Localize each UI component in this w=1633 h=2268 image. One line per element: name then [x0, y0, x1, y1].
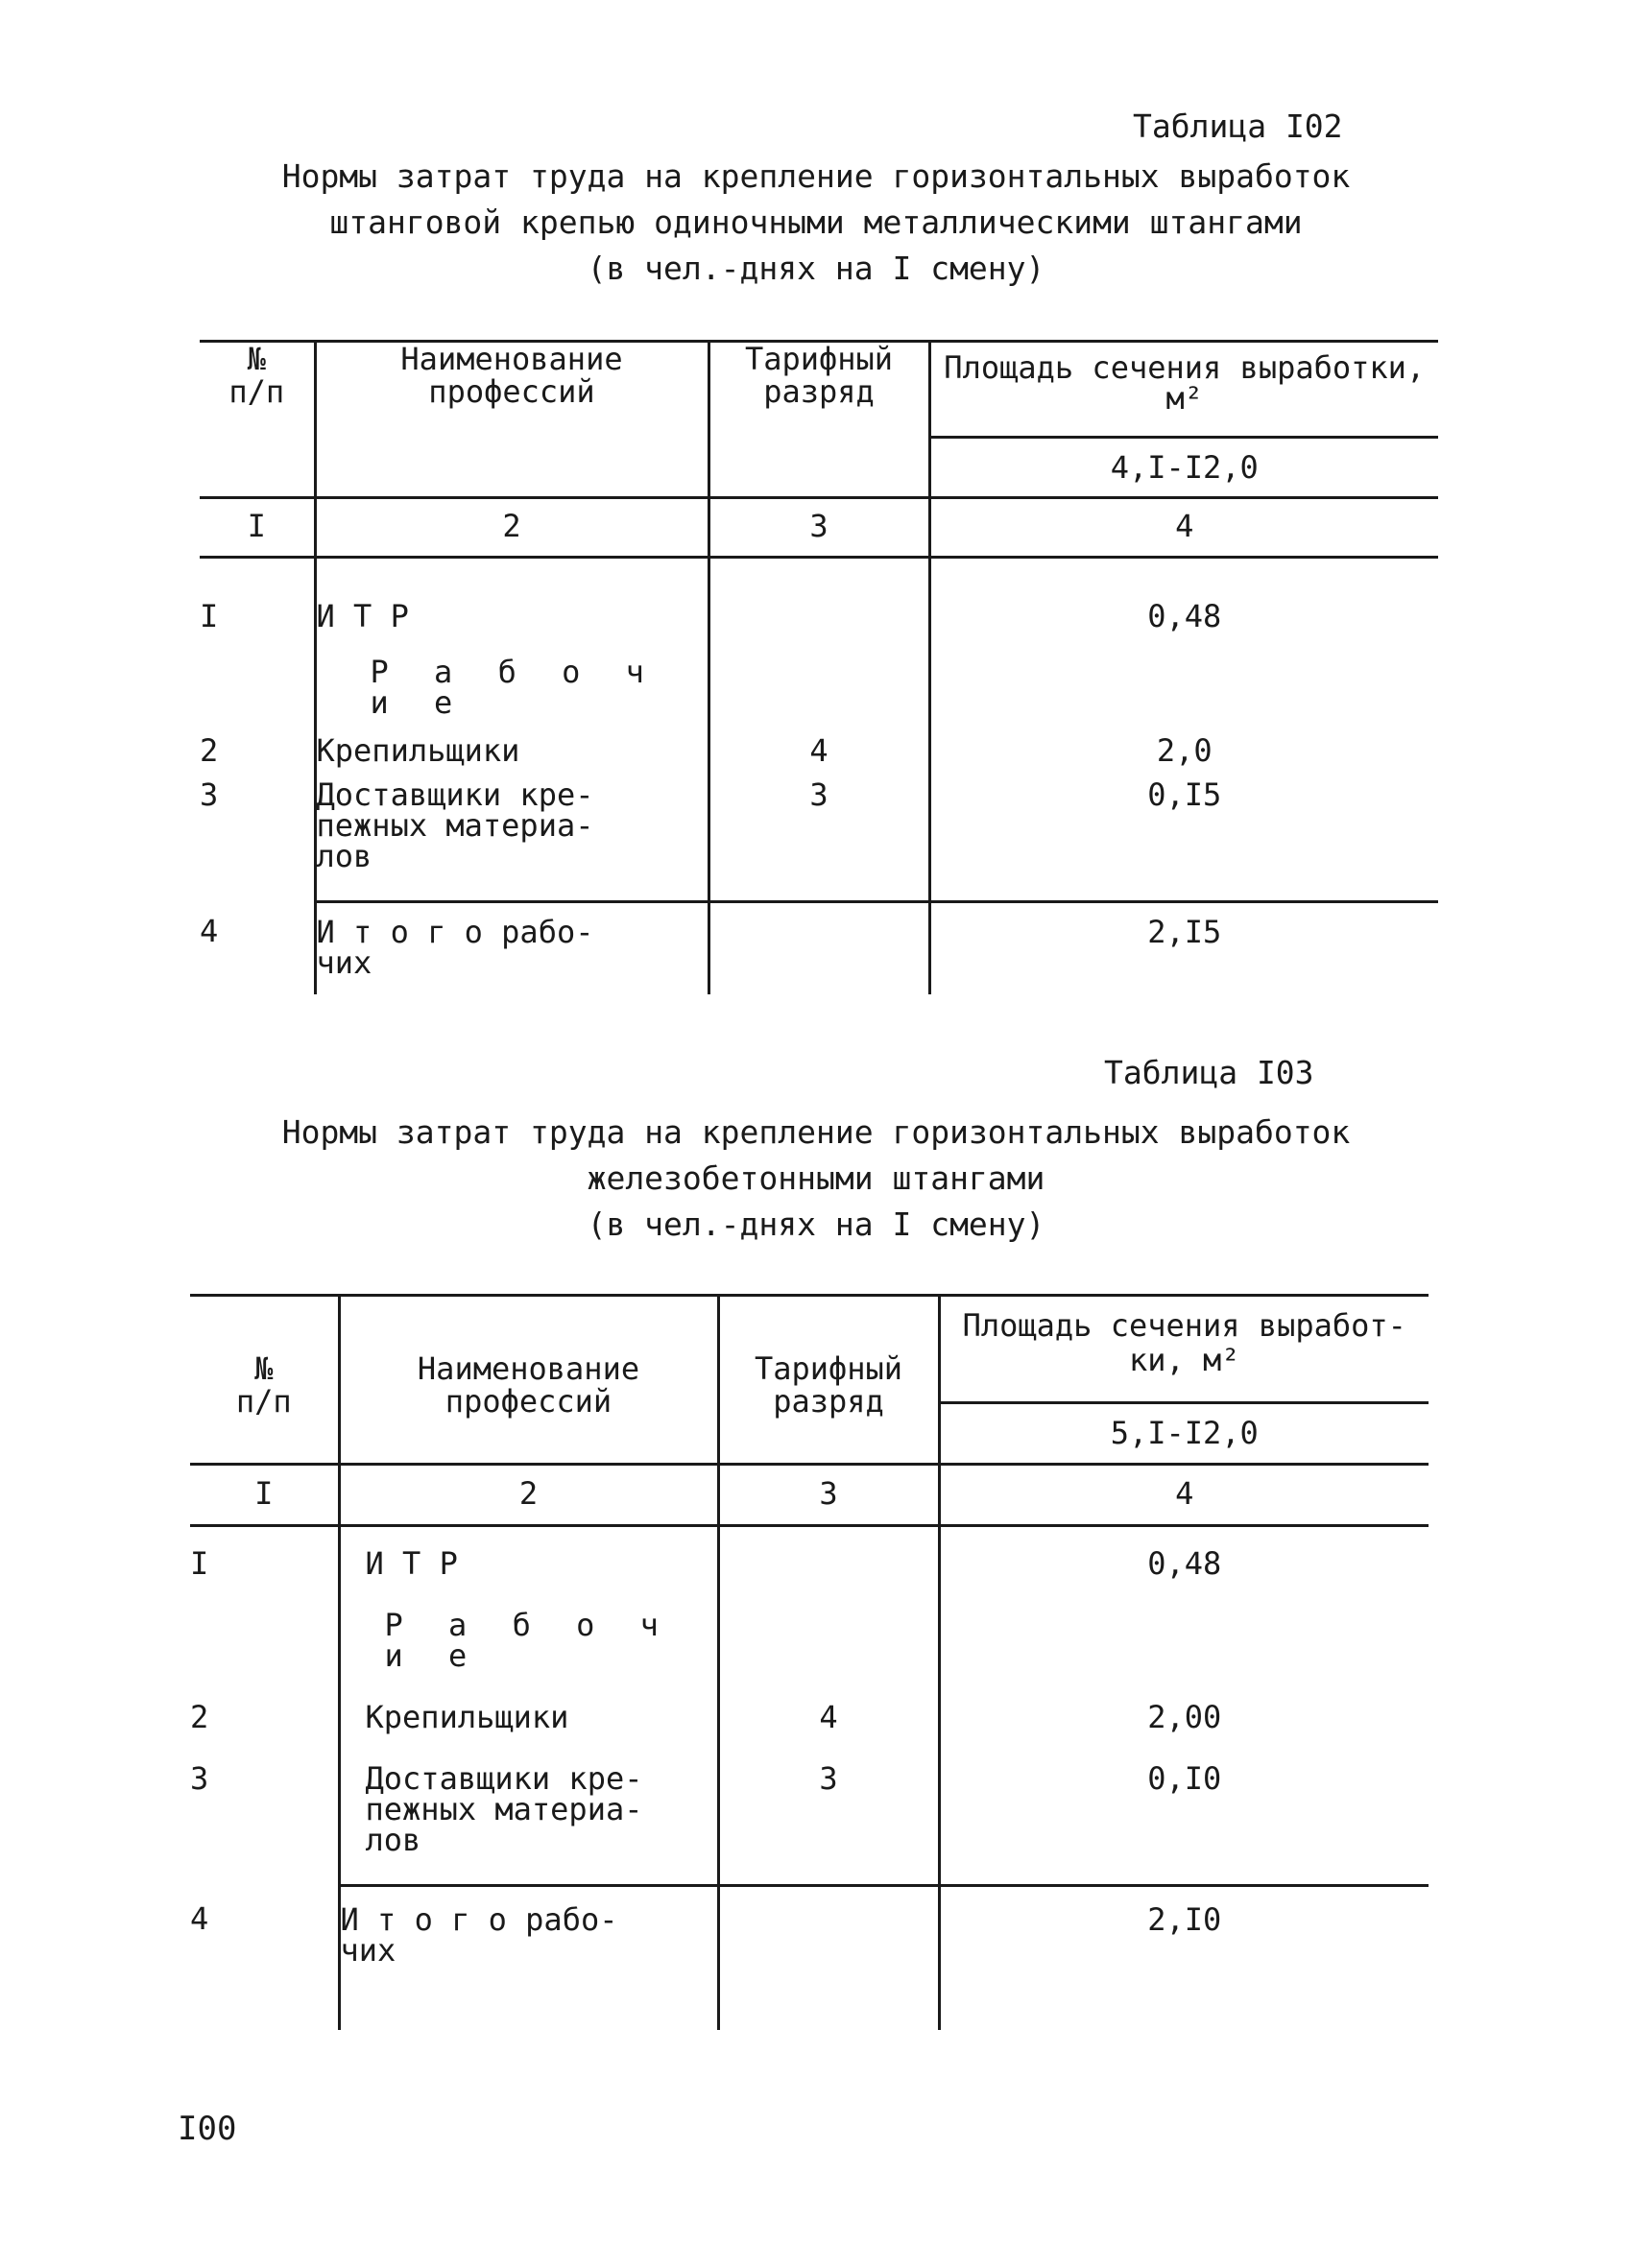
row-section-heading: Р а б о ч и е: [339, 1579, 718, 1671]
row-number: 2: [190, 1699, 209, 1735]
header-number: № п/п: [190, 1296, 339, 1465]
row-number: 2: [200, 732, 219, 769]
header-grade: Тарифный разряд: [718, 1296, 939, 1465]
row-value: [939, 1579, 1429, 1671]
table-label: Таблица I03: [1104, 1054, 1314, 1091]
table-row-total: [190, 1886, 1429, 2030]
column-number: 4: [939, 1465, 1429, 1526]
row-value: [929, 632, 1438, 718]
row-grade: [718, 1526, 939, 1580]
table-row: [190, 1526, 1429, 1580]
table-row-total: [200, 902, 1438, 994]
table-row: [200, 632, 1438, 718]
table-title-line: штанговой крепью одиночными металлическими штангами: [329, 203, 1303, 241]
table-title: [144, 154, 1488, 292]
row-grade: 3: [718, 1732, 939, 1886]
row-value: 0,48: [929, 558, 1438, 633]
row-number: 3: [200, 776, 219, 813]
row-value: 0,48: [939, 1526, 1429, 1580]
header-area: Площадь сечения выработки, м²: [929, 342, 1438, 438]
row-value: 0,I0: [939, 1732, 1429, 1886]
row-name: Доставщики кре- пежных материа- лов: [339, 1732, 718, 1886]
row-name: Крепильщики: [315, 718, 708, 766]
column-number: 2: [315, 498, 708, 558]
header-number: № п/п: [200, 342, 315, 498]
table-title-line: железобетонными штангами: [587, 1159, 1045, 1197]
table-title-line: (в чел.-днях на I смену): [587, 1206, 1045, 1243]
table-row: [200, 558, 1438, 633]
table-title-line: Нормы затрат труда на крепление горизонтальных выработок: [281, 1113, 1351, 1151]
row-number: [190, 1579, 339, 1671]
norms-table: [190, 1294, 1429, 2030]
column-number: I: [200, 498, 315, 558]
row-name: Крепильщики: [339, 1671, 718, 1732]
header-area-range: 5,I-I2,0: [939, 1403, 1429, 1465]
column-number: 3: [718, 1465, 939, 1526]
row-total-value: 2,I5: [929, 902, 1438, 994]
table-row: [200, 718, 1438, 766]
row-grade: [718, 1579, 939, 1671]
table-row: [190, 1579, 1429, 1671]
row-name: И Т Р: [315, 558, 708, 633]
row-number: [200, 632, 315, 718]
column-number: I: [190, 1465, 339, 1526]
row-grade: 4: [708, 718, 929, 766]
table-title-line: Нормы затрат труда на крепление горизонтальных выработок: [281, 157, 1351, 195]
row-value: 2,0: [929, 718, 1438, 766]
table-label: Таблица I02: [1133, 107, 1343, 145]
table-row: [190, 1671, 1429, 1732]
row-number: 4: [190, 1899, 209, 1937]
row-grade: [708, 902, 929, 994]
table-row: [190, 1732, 1429, 1886]
row-grade: [718, 1886, 939, 2030]
row-number: I: [200, 598, 219, 634]
row-value: 2,00: [939, 1671, 1429, 1732]
table-title-line: (в чел.-днях на I смену): [587, 250, 1045, 287]
header-profession: Наименование профессий: [315, 342, 708, 498]
row-total-value: 2,I0: [939, 1886, 1429, 2030]
column-number: 3: [708, 498, 929, 558]
row-name: И Т Р: [339, 1526, 718, 1580]
row-section-heading: Р а б о ч и е: [315, 632, 708, 718]
page-number: I00: [178, 2110, 237, 2148]
row-number: 3: [190, 1760, 209, 1797]
table-row: [200, 766, 1438, 902]
header-area-range: 4,I-I2,0: [929, 438, 1438, 498]
row-number: I: [190, 1545, 209, 1582]
row-grade: 4: [718, 1671, 939, 1732]
header-profession: Наименование профессий: [339, 1296, 718, 1465]
column-number: 4: [929, 498, 1438, 558]
row-value: 0,I5: [929, 766, 1438, 902]
table-title: [144, 1110, 1488, 1248]
row-grade: 3: [708, 766, 929, 902]
row-total-name: И т о г о рабо- чих: [315, 902, 708, 994]
row-total-name: И т о г о рабо- чих: [339, 1886, 718, 2030]
header-area: Площадь сечения выработ- ки, м²: [939, 1296, 1429, 1403]
norms-table: [200, 340, 1438, 994]
column-number: 2: [339, 1465, 718, 1526]
row-grade: [708, 632, 929, 718]
row-grade: [708, 558, 929, 633]
row-number: 4: [200, 912, 219, 949]
header-grade: Тарифный разряд: [708, 342, 929, 498]
row-name: Доставщики кре- пежных материа- лов: [315, 766, 708, 902]
